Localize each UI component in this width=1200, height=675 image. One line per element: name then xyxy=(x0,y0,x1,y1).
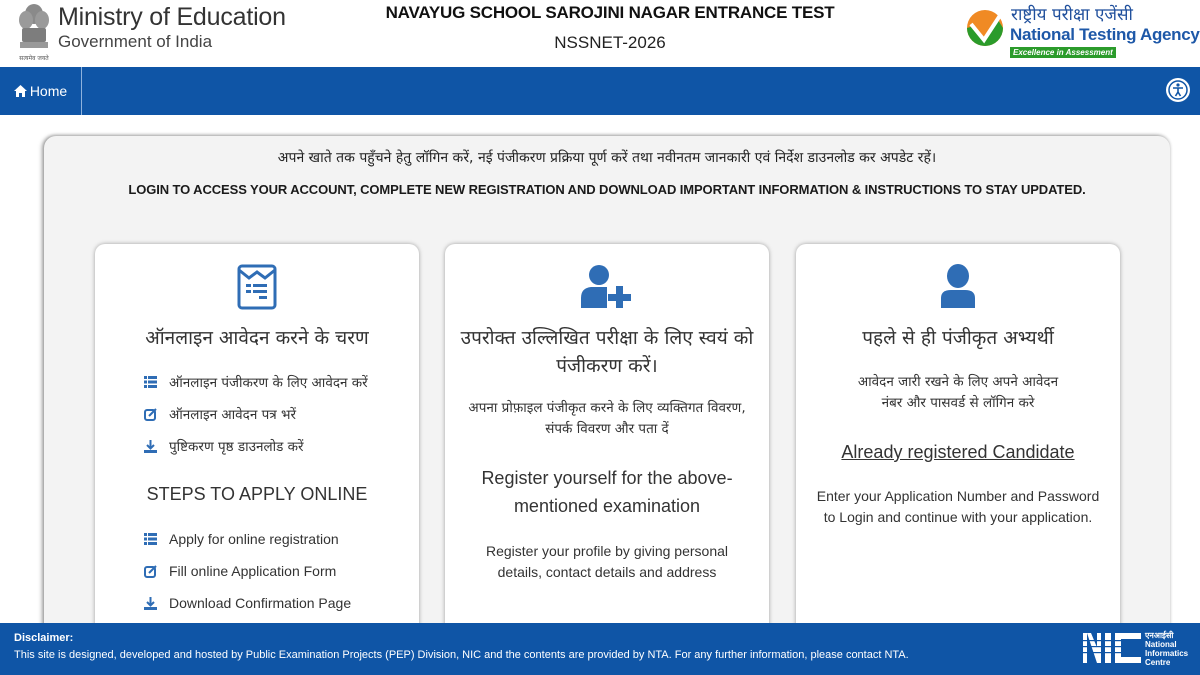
exam-name: NAVAYUG SCHOOL SAROJINI NAGAR ENTRANCE TEST xyxy=(385,3,835,22)
steps-title-hindi: ऑनलाइन आवेदन करने के चरण xyxy=(145,327,369,349)
steps-list-english xyxy=(143,523,351,619)
steps-title-english: STEPS TO APPLY ONLINE xyxy=(146,484,368,504)
steps-card xyxy=(95,244,419,664)
site-header xyxy=(0,0,1200,67)
svg-text:सत्यमेव जयते: सत्यमेव जयते xyxy=(19,55,49,62)
register-title-hindi: उपरोक्त उल्लिखित परीक्षा के लिए स्वयं को पंजीकरण करें। xyxy=(460,327,754,377)
register-title-english[interactable]: Register yourself for the above-mentioned examination xyxy=(481,468,733,516)
user-icon xyxy=(796,264,1120,310)
edit-icon xyxy=(143,564,157,578)
nav-home-link[interactable] xyxy=(0,67,82,115)
site-footer xyxy=(0,623,1200,675)
intro-hindi: अपने खाते तक पहुँचने हेतु लॉगिन करें, नई पंजीकरण प्रक्रिया पूर्ण करें तथा नवीनतम जानकारी एवं निर्देश डाउनलोड कर अपडेट रहें। xyxy=(277,150,937,166)
list-icon xyxy=(143,532,157,546)
step-item[interactable]: ऑनलाइन आवेदन पत्र भरें xyxy=(143,398,368,430)
exam-code: NSSNET-2026 xyxy=(554,33,666,52)
download-icon xyxy=(143,596,157,610)
nic-name: एनआईसी National Informatics Centre xyxy=(1145,631,1189,667)
step-item[interactable]: Apply for online registration xyxy=(143,523,351,555)
steps-list-hindi xyxy=(143,366,368,462)
step-item[interactable]: Fill online Application Form xyxy=(143,555,351,587)
nta-logo[interactable] xyxy=(963,2,1200,62)
registered-text-hindi: आवेदन जारी रखने के लिए अपने आवेदन नंबर और पासवर्ड से लॉगिन करे xyxy=(857,374,1059,411)
main-panel xyxy=(44,136,1170,656)
national-emblem-icon xyxy=(12,2,56,64)
home-icon xyxy=(14,85,27,97)
step-item[interactable]: पुष्टिकरण पृष्ठ डाउनलोड करें xyxy=(143,430,368,462)
nta-tagline: Excellence in Assessment xyxy=(1010,47,1116,58)
register-text-hindi: अपना प्रोफ़ाइल पंजीकृत करने के लिए व्यक्तिगत विवरण, संपर्क विवरण और पता दें xyxy=(468,400,746,437)
nic-logo[interactable] xyxy=(1083,631,1195,669)
registered-candidate-card[interactable] xyxy=(796,244,1120,664)
exam-title-block xyxy=(380,2,840,54)
step-item[interactable]: Download Confirmation Page xyxy=(143,587,351,619)
edit-icon xyxy=(143,407,157,421)
add-user-icon xyxy=(445,264,769,310)
application-form-icon xyxy=(95,264,419,310)
ministry-logo[interactable] xyxy=(12,2,286,64)
download-icon xyxy=(143,439,157,453)
step-item[interactable]: ऑनलाइन पंजीकरण के लिए आवेदन करें xyxy=(143,366,368,398)
nic-logo-icon xyxy=(1083,631,1143,665)
nta-hindi-name: राष्ट्रीय परीक्षा एजेंसी xyxy=(1011,5,1133,25)
accessibility-icon xyxy=(1168,80,1188,100)
nav-home-label: Home xyxy=(29,83,68,99)
accessibility-button[interactable] xyxy=(1166,78,1190,102)
registered-title-hindi: पहले से ही पंजीकृत अभ्यर्थी xyxy=(862,327,1054,349)
ministry-subtitle: Government of India xyxy=(58,32,213,51)
nta-english-name: National Testing Agency xyxy=(1010,25,1200,44)
intro-english: LOGIN TO ACCESS YOUR ACCOUNT, COMPLETE NEW REGISTRATION AND DOWNLOAD IMPORTANT INFORMATION & INSTRUCTIONS TO STAY UPDATED. xyxy=(128,182,1086,197)
registered-text-english: Enter your Application Number and Password to Login and continue with your application. xyxy=(816,488,1100,525)
new-registration-card[interactable] xyxy=(445,244,769,664)
already-registered-link[interactable]: Already registered Candidate xyxy=(841,442,1075,462)
list-icon xyxy=(143,375,157,389)
register-text-english: Register your profile by giving personal details, contact details and address xyxy=(485,543,728,580)
nta-checkmark-icon xyxy=(965,6,1005,55)
main-navbar xyxy=(0,67,1200,115)
disclaimer-text: This site is designed, developed and hosted by Public Examination Projects (PEP) Division, NIC and the contents are provided by NTA. For any further information, please contact NTA. xyxy=(14,649,909,661)
ministry-title: Ministry of Education xyxy=(58,3,286,31)
disclaimer-title: Disclaimer: xyxy=(14,632,74,644)
